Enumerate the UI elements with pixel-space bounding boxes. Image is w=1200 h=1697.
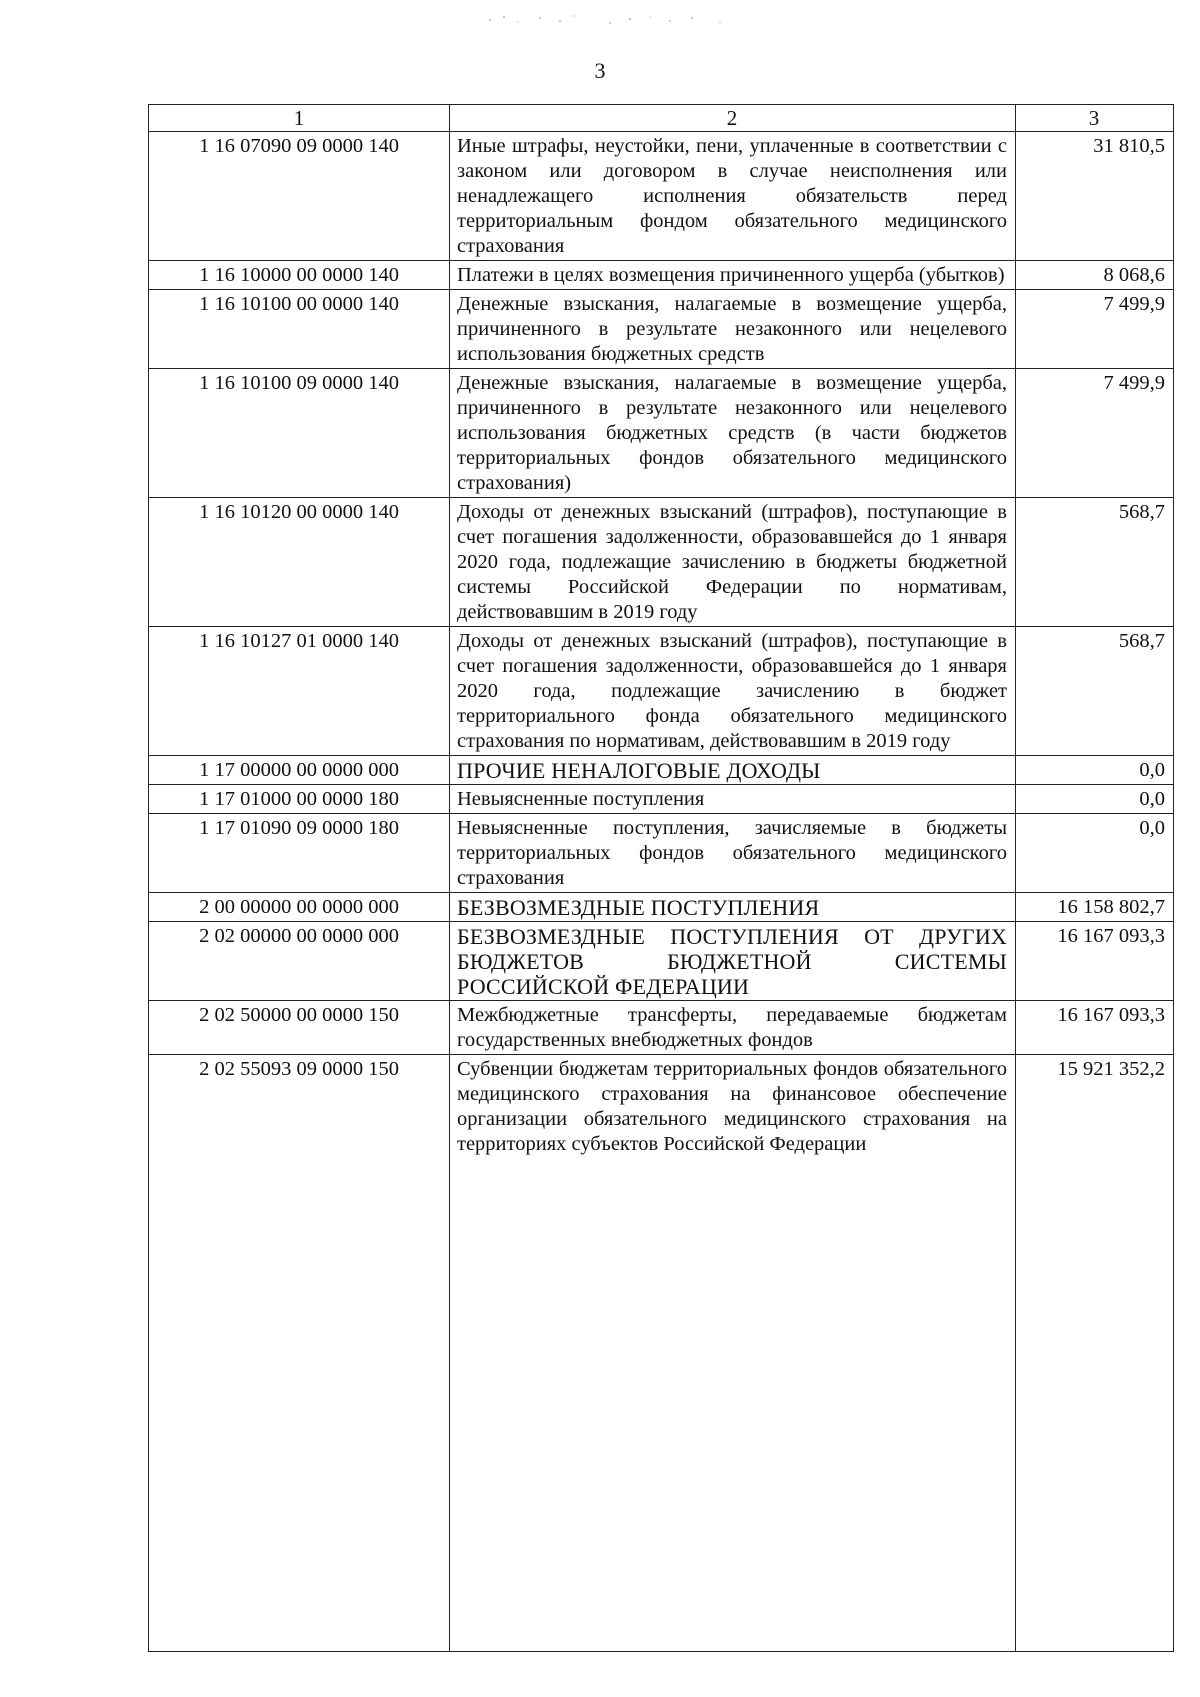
table-row [149, 627, 1173, 756]
budget-code-cell: 2 02 55093 09 0000 150 [199, 1058, 399, 1080]
revenue-table-grid [149, 105, 1173, 1158]
amount-cell: 15 921 352,2 [1057, 1058, 1165, 1080]
budget-code-cell: 1 17 00000 00 0000 000 [149, 756, 449, 785]
table-row [149, 785, 1173, 814]
revenue-name-cell: Доходы от денежных взысканий (штрафов), поступающие в счет погашения задолженности, образовавшейся до 1 января 2020 года, подлежащие зачислению в бюджет территориального фонда обязательного медицинского страхования по нормативам, действовавшим в 2019 году [449, 627, 1015, 756]
table-row [149, 290, 1173, 369]
revenue-name-cell: БЕЗВОЗМЕЗДНЫЕ ПОСТУПЛЕНИЯ [449, 893, 1015, 922]
column-header-code: 1 [149, 105, 449, 132]
column-header-name: 2 [449, 105, 1015, 132]
scan-noise-decoration [470, 8, 770, 32]
revenue-name-cell: Межбюджетные трансферты, передаваемые бюджетам государственных внебюджетных фондов [449, 1001, 1015, 1055]
table-row [149, 756, 1173, 785]
table-row [149, 369, 1173, 498]
amount-cell: 568,7 [1015, 498, 1173, 627]
table-row [149, 498, 1173, 627]
amount-cell: 16 158 802,7 [1015, 893, 1173, 922]
budget-code-cell: 1 16 10000 00 0000 140 [149, 261, 449, 290]
revenue-name-cell: Иные штрафы, неустойки, пени, уплаченные в соответствии с законом или договором в случае неисполнения или ненадлежащего исполнения обязательств перед территориальным фондом обязательного медицинского страхования [449, 132, 1015, 261]
table-row [149, 261, 1173, 290]
budget-code-cell: 1 16 10100 09 0000 140 [149, 369, 449, 498]
amount-cell: 568,7 [1015, 627, 1173, 756]
revenue-name-cell: Невыясненные поступления [449, 785, 1015, 814]
revenue-name-cell: Платежи в целях возмещения причиненного ущерба (убытков) [449, 261, 1015, 290]
amount-cell: 7 499,9 [1015, 290, 1173, 369]
budget-code-cell: 2 00 00000 00 0000 000 [149, 893, 449, 922]
table-header-row [149, 105, 1173, 132]
revenue-name-cell: ПРОЧИЕ НЕНАЛОГОВЫЕ ДОХОДЫ [449, 756, 1015, 785]
table-row [149, 893, 1173, 922]
amount-cell: 16 167 093,3 [1015, 922, 1173, 1001]
amount-cell: 8 068,6 [1015, 261, 1173, 290]
budget-code-cell: 1 16 10100 00 0000 140 [149, 290, 449, 369]
budget-code-cell: 1 17 01090 09 0000 180 [149, 814, 449, 893]
revenue-name-cell: Доходы от денежных взысканий (штрафов), поступающие в счет погашения задолженности, образовавшейся до 1 января 2020 года, подлежащие зачислению в бюджеты бюджетной системы Российской Федерации по нормативам, действовавшим в 2019 году [449, 498, 1015, 627]
table-body [149, 132, 1173, 1159]
revenue-name-cell: Невыясненные поступления, зачисляемые в бюджеты территориальных фондов обязательного медицинского страхования [449, 814, 1015, 893]
table-row [149, 1001, 1173, 1055]
column-header-amount: 3 [1015, 105, 1173, 132]
table-row [149, 814, 1173, 893]
amount-cell: 0,0 [1015, 756, 1173, 785]
revenue-name-cell: Денежные взыскания, налагаемые в возмещение ущерба, причиненного в результате незаконного или нецелевого использования бюджетных средств [449, 290, 1015, 369]
table-row [149, 922, 1173, 1001]
page-number: 3 [594, 58, 606, 83]
revenue-table [148, 104, 1174, 1652]
amount-cell: 0,0 [1015, 814, 1173, 893]
amount-cell: 31 810,5 [1015, 132, 1173, 261]
revenue-name-cell: БЕЗВОЗМЕЗДНЫЕ ПОСТУПЛЕНИЯ ОТ ДРУГИХ БЮДЖЕТОВ БЮДЖЕТНОЙ СИСТЕМЫ РОССИЙСКОЙ ФЕДЕРАЦИИ [449, 922, 1015, 1001]
budget-code-cell: 1 16 10120 00 0000 140 [149, 498, 449, 627]
budget-code-cell: 2 02 50000 00 0000 150 [149, 1001, 449, 1055]
budget-code-cell: 1 16 10127 01 0000 140 [149, 627, 449, 756]
amount-cell: 16 167 093,3 [1015, 1001, 1173, 1055]
budget-code-cell: 1 17 01000 00 0000 180 [149, 785, 449, 814]
revenue-name-cell: Субвенции бюджетам территориальных фондов обязательного медицинского страхования на финансовое обеспечение организации обязательного медицинского страхования на территориях субъектов Российской Федерации [457, 1058, 1007, 1155]
budget-code-cell: 2 02 00000 00 0000 000 [149, 922, 449, 1001]
revenue-name-cell: Денежные взыскания, налагаемые в возмещение ущерба, причиненного в результате незаконного или нецелевого использования бюджетных средств (в части бюджетов территориальных фондов обязательного медицинского страхования) [449, 369, 1015, 498]
amount-cell: 7 499,9 [1015, 369, 1173, 498]
amount-cell: 0,0 [1015, 785, 1173, 814]
budget-code-cell: 1 16 07090 09 0000 140 [149, 132, 449, 261]
table-row [149, 132, 1173, 261]
table-row [149, 1055, 1173, 1159]
